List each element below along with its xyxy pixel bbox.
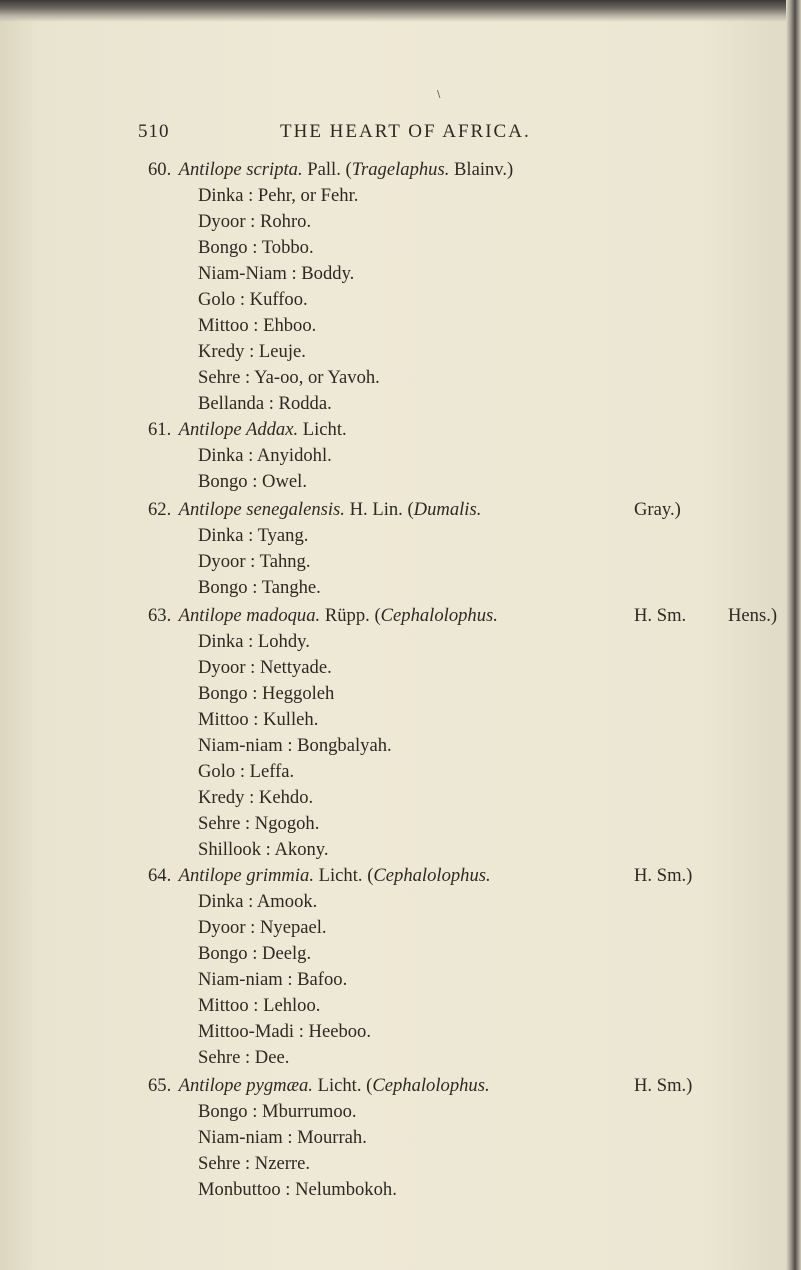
vernacular-name: Mittoo-Madi : Heeboo.: [198, 1021, 371, 1042]
vernacular-name: Bongo : Mburrumoo.: [198, 1101, 357, 1122]
vernacular-name: Golo : Leffa.: [198, 761, 295, 782]
synonym-extra-author: Hens.): [728, 605, 778, 626]
species-author: Pall.: [307, 159, 341, 180]
entry-number: 65.: [148, 1075, 172, 1096]
synonym-author: H. Sm.): [634, 865, 693, 886]
vernacular-name: Niam-niam : Mourrah.: [198, 1127, 367, 1148]
vernacular-name: Dinka : Pehr, or Fehr.: [198, 185, 359, 206]
vernacular-name: Dinka : Anyidohl.: [198, 445, 332, 466]
entry-number: 64.: [148, 865, 172, 886]
entry-heading: [148, 603, 778, 629]
synonym-paren: (: [366, 1075, 373, 1096]
binding-edge: [786, 0, 801, 1270]
species-author: Rüpp.: [324, 605, 370, 626]
synonym-name: Cephalolophus.: [373, 865, 491, 886]
species-author: Licht.: [317, 1075, 362, 1096]
vernacular-name: Bongo : Deelg.: [198, 943, 312, 964]
vernacular-name: Niam-niam : Bafoo.: [198, 969, 348, 990]
vernacular-name: Bongo : Owel.: [198, 471, 307, 492]
synonym-paren: (: [367, 865, 374, 886]
entry-number: 60.: [148, 159, 172, 180]
vernacular-name: Niam-niam : Bongbalyah.: [198, 735, 392, 756]
running-head: THE HEART OF AFRICA.: [280, 121, 531, 142]
species-author: H. Lin.: [349, 499, 403, 520]
vernacular-name: Sehre : Ngogoh.: [198, 813, 320, 834]
species-name: Antilope grimmia.: [178, 865, 314, 886]
vernacular-name: Bellanda : Rodda.: [198, 393, 332, 414]
vernacular-name: Monbuttoo : Nelumbokoh.: [198, 1179, 397, 1200]
synonym-author: H. Sm.: [634, 605, 687, 626]
synonym-name: Tragelaphus.: [351, 159, 450, 180]
vernacular-name: Dinka : Tyang.: [198, 525, 309, 546]
vernacular-name: Dyoor : Nettyade.: [198, 657, 332, 678]
entry-heading: [148, 417, 347, 443]
vernacular-name: Bongo : Tanghe.: [198, 577, 321, 598]
species-name: Antilope scripta.: [178, 159, 303, 180]
synonym-paren: (: [345, 159, 352, 180]
species-name: Antilope Addax.: [178, 419, 299, 440]
vernacular-name: Mittoo : Ehboo.: [198, 315, 317, 336]
synonym-name: Dumalis.: [413, 499, 482, 520]
synonym-paren: (: [407, 499, 414, 520]
species-name: Antilope madoqua.: [178, 605, 321, 626]
species-name: Antilope senegalensis.: [178, 499, 345, 520]
entry-number: 61.: [148, 419, 172, 440]
entry-heading: [148, 157, 513, 183]
vernacular-name: Mittoo : Kulleh.: [198, 709, 319, 730]
vernacular-name: Kredy : Kehdo.: [198, 787, 314, 808]
vernacular-name: Mittoo : Lehloo.: [198, 995, 321, 1016]
vernacular-name: Sehre : Nzerre.: [198, 1153, 311, 1174]
synonym-paren: (: [374, 605, 381, 626]
vernacular-name: Dinka : Amook.: [198, 891, 318, 912]
entry-number: 62.: [148, 499, 172, 520]
vernacular-name: Dyoor : Rohro.: [198, 211, 312, 232]
vernacular-name: Dyoor : Nyepael.: [198, 917, 327, 938]
entry-heading: [148, 863, 693, 889]
scan-top-edge: [0, 0, 801, 22]
synonym-author: Blainv.): [454, 159, 514, 180]
vernacular-name: Bongo : Tobbo.: [198, 237, 314, 258]
vernacular-name: Sehre : Dee.: [198, 1047, 290, 1068]
vernacular-name: Shillook : Akony.: [198, 839, 329, 860]
synonym-name: Cephalolophus.: [380, 605, 498, 626]
entry-heading: [148, 1073, 693, 1099]
species-author: Licht.: [318, 865, 363, 886]
page-number: 510: [138, 121, 170, 142]
species-author: Licht.: [302, 419, 347, 440]
entry-number: 63.: [148, 605, 172, 626]
vernacular-name: Golo : Kuffoo.: [198, 289, 308, 310]
vernacular-name: Bongo : Heggoleh: [198, 683, 335, 704]
vernacular-name: Sehre : Ya-oo, or Yavoh.: [198, 367, 380, 388]
synonym-author: Gray.): [634, 499, 681, 520]
species-name: Antilope pygmæa.: [178, 1075, 313, 1096]
page-header: [0, 121, 790, 145]
vernacular-name: Niam-Niam : Boddy.: [198, 263, 355, 284]
margin-tick: \: [437, 89, 441, 100]
synonym-name: Cephalolophus.: [372, 1075, 490, 1096]
vernacular-name: Kredy : Leuje.: [198, 341, 306, 362]
synonym-author: H. Sm.): [634, 1075, 693, 1096]
entry-heading: [148, 497, 681, 523]
vernacular-name: Dyoor : Tahng.: [198, 551, 311, 572]
vernacular-name: Dinka : Lohdy.: [198, 631, 310, 652]
